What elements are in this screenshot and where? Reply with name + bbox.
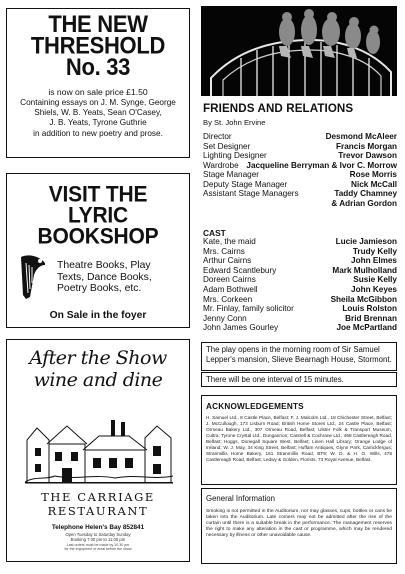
threshold-headline-line: THE NEW <box>48 10 148 38</box>
lyric-books-list <box>57 260 152 295</box>
play-title: FRIENDS AND RELATIONS <box>203 102 354 115</box>
cast-heading: CAST <box>203 228 226 238</box>
cast-role: Mr. Finlay, family solicitor <box>203 304 294 314</box>
cast-name: John Elmes <box>351 256 397 266</box>
threshold-advert <box>6 8 190 158</box>
cast-role: Adam Bothwell <box>203 285 258 295</box>
crew-name: Jacqueline Berryman & Ivor C. Morrow <box>246 160 397 170</box>
cast-name: Mark Mulholland <box>332 265 397 275</box>
cast-row <box>203 256 397 266</box>
acknowledgements-text: H. Samuel Ltd., 8 Castle Place, Belfast; F. J. Malcolm Ltd., 18 Chichester Street, Belfast; J. McCullough, 173 Lisburn Road; British Home Stores Ltd., 24 Castle Place, Belfast; Ormeau Bakery Ltd., 307 Ormeau Road, Belfast; Ulster Folk & Transport Museum, Cultra; Tyrone Crystal Ltd., Dungannon; Cantrell & Cochrane Ltd., 468 Castlereagh Road, Belfast; Hoggs, Donegall Square West, Belfast; Linen Hall Library; Orange Lodge of Ireland; W. J. May, 34 King Street, Belfast; Huffam Antiques, Glynn Park, Carrickfergus; Stranmillis Home Bakery, 161 Stranmillis Road, BT9; W. D. & H. O. Wills, 478 Castlereagh Road, Belfast; Ledwy & Golden, Florists, 73 Royal Avenue, Belfast. <box>206 415 392 463</box>
cast-row <box>203 275 397 285</box>
threshold-sale-text: is now on sale price £1.50 <box>48 87 148 97</box>
cast-name: Brid Brennan <box>345 313 397 323</box>
restaurant-name-line: RESTAURANT <box>47 504 149 518</box>
lyric-headline-line: BOOKSHOP <box>37 224 159 249</box>
cast-role: Mrs. Cairns <box>203 246 245 256</box>
crew-name: Rose Morris <box>349 170 397 179</box>
cast-role: Jenny Conn <box>203 313 247 323</box>
carriage-script-line: After the Show <box>29 347 167 369</box>
cast-name: Sheila McGibbon <box>330 294 397 304</box>
crew-row <box>203 142 397 152</box>
general-information-text: Smoking is not permitted in the Auditorium, nor may glasses, cups, bottles or cans be taken into the Auditorium. Late comers may not be admitted after the rise of the curtain until there is a suitable break in the performance. The management reserves the right to make any alteration in the cast or programme, which may be rendered necessary by illness or other unavoidable cause. <box>206 509 392 539</box>
threshold-essays-line: J. B. Yeats, Tyrone Guthrie <box>49 118 147 128</box>
crew-row <box>203 189 397 199</box>
cast-name: Louis Rolston <box>342 304 397 314</box>
restaurant-fine-print <box>15 543 181 552</box>
cast-name: Susie Kelly <box>353 275 397 285</box>
crew-role: Wardrobe <box>203 160 239 170</box>
cast-role: Arthur Cairns <box>203 256 252 266</box>
lyric-books-line: Texts, Dance Books, <box>57 271 152 283</box>
lyric-books-line: Poetry Books, etc. <box>57 283 142 294</box>
crew-list <box>203 132 397 208</box>
restaurant-fine-line: Last orders must be made by 10.30 pm <box>66 543 130 547</box>
acknowledgements-heading: ACKNOWLEDGEMENTS <box>206 402 304 411</box>
lyric-bookshop-advert <box>6 173 190 328</box>
carriage-script-line: wine and dine <box>33 369 163 391</box>
crew-row <box>203 132 397 142</box>
cast-row <box>203 323 397 333</box>
cast-name: Lucie Jamieson <box>335 237 397 246</box>
restaurant-name <box>7 490 189 518</box>
crew-row <box>203 180 397 190</box>
threshold-headline <box>7 10 189 81</box>
cast-name: Joe McPartland <box>336 323 397 333</box>
lyric-headline <box>7 182 189 249</box>
cast-role: Doreen Cairns <box>203 275 256 285</box>
cast-role: John James Gourley <box>203 323 279 333</box>
threshold-essays-line: Containing essays on J. M. Synge, George <box>20 98 176 107</box>
cast-name: Trudy Kelly <box>352 246 397 256</box>
cast-row <box>203 247 397 257</box>
setting-note: The play opens in the morning room of Sir Samuel Lepper's mansion, Slieve Bearnagh House, Stormont. <box>201 342 397 371</box>
interval-note: There will be one interval of 15 minutes. <box>201 372 397 387</box>
lyric-headline-line: LYRIC <box>67 203 129 228</box>
crew-name: Desmond McAleer <box>325 132 397 141</box>
threshold-headline-line: THRESHOLD <box>30 31 166 59</box>
crew-role: Lighting Designer <box>203 151 267 160</box>
crew-row <box>203 161 397 171</box>
lyric-foyer-note: On Sale in the foyer <box>49 310 147 321</box>
cast-list <box>203 237 397 333</box>
crew-name-continued: & Adrian Gordon <box>331 198 397 208</box>
restaurant-hours-line: Open Tuesday to Saturday Sunday <box>65 532 131 537</box>
crew-name: Francis Morgan <box>336 141 397 151</box>
acknowledgements-box <box>201 395 397 485</box>
crew-name: Nick McCall <box>351 179 397 189</box>
birds-on-gate-illustration <box>201 6 397 96</box>
restaurant-hours-line: Booking 7.00 pm to 11.00 pm <box>70 537 126 542</box>
crew-name: Trevor Dawson <box>338 151 397 160</box>
play-author: By St. John Ervine <box>203 118 266 127</box>
carriage-restaurant-advert <box>6 339 190 562</box>
cast-role: Kate, the maid <box>203 237 256 246</box>
lyric-books-line: Theatre Books, Play <box>57 260 151 271</box>
cast-row <box>203 237 397 247</box>
general-information-box <box>201 488 397 564</box>
crew-role: Stage Manager <box>203 170 259 179</box>
cast-role: Mrs. Corkeen <box>203 294 253 304</box>
harp-icon <box>18 253 48 301</box>
lyric-headline-line: VISIT THE <box>48 182 148 207</box>
cast-row <box>203 266 397 276</box>
cast-row <box>203 304 397 314</box>
restaurant-building-illustration <box>25 410 173 484</box>
restaurant-name-line: THE CARRIAGE <box>41 490 155 504</box>
general-information-heading: General Information <box>206 494 275 503</box>
cast-role: Edward Scantlebury <box>203 265 277 275</box>
restaurant-phone: Telephone Helen's Bay 852841 <box>51 524 145 531</box>
restaurant-hours <box>7 532 189 542</box>
cast-name: John Keyes <box>351 285 397 295</box>
threshold-essays-line: in addition to new poetry and prose. <box>33 128 163 138</box>
threshold-headline-line: No. 33 <box>65 53 131 81</box>
cast-row <box>203 314 397 324</box>
cast-row <box>203 285 397 295</box>
threshold-essays <box>7 98 189 139</box>
threshold-essays-line: Shiels, W. B. Yeats, Sean O'Casey, <box>34 108 162 118</box>
crew-name: Taddy Chamney <box>334 189 397 198</box>
production-photo <box>201 6 397 96</box>
crew-role: Set Designer <box>203 141 251 151</box>
crew-role: Director <box>203 132 232 141</box>
crew-role: Assistant Stage Managers <box>203 189 299 198</box>
crew-row <box>203 170 397 180</box>
crew-role: Deputy Stage Manager <box>203 179 288 189</box>
restaurant-fine-line: for the enjoyment of meal before the show <box>64 547 132 552</box>
cast-row <box>203 295 397 305</box>
crew-row <box>203 151 397 161</box>
